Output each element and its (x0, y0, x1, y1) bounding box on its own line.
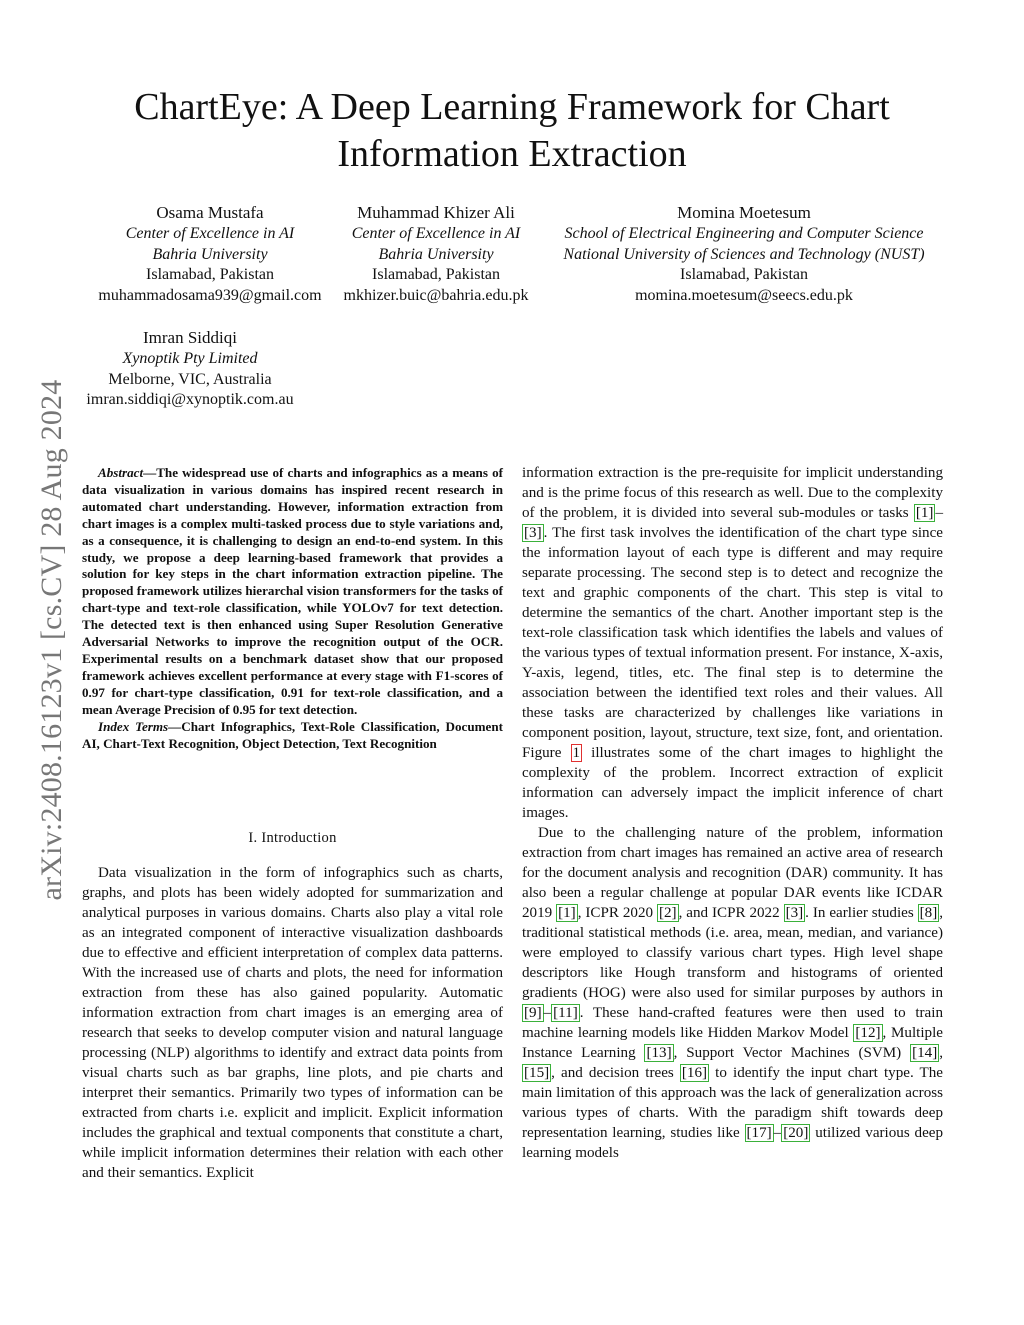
citation-link[interactable]: [13] (646, 1045, 672, 1061)
author-affiliation: School of Electrical Engineering and Computer Science (564, 225, 924, 242)
citation-link[interactable]: [3] (785, 905, 804, 921)
citation-link[interactable]: [16] (681, 1065, 708, 1081)
citation-link[interactable]: [12] (855, 1025, 881, 1041)
author-block-4 (70, 327, 310, 411)
author-location: Islamabad, Pakistan (680, 266, 808, 283)
abstract-text: —The widespread use of charts and infographics as a means of data visualization in various domains has inspired recent research in automated chart understanding. However, information extraction from chart images is a complex multi-tasked process due to style variations and, as a consequence, it is challenging to design an end-to-end system. In this study, we propose a deep learning-based framework that provides a solution for key steps in the chart information extraction pipeline. The proposed framework utilizes hierarchal vision transformers for the tasks of chart-type and text-role classification, while YOLOv7 for text detection. The detected text is then enhanced using Super Resolution Generative Adversarial Networks to improve the recognition output of the OCR. Experimental results on a benchmark dataset show that our proposed framework achieves excellent performance at every stage with F1-scores of 0.97 for chart-type classification, 0.91 for text-role classification, and a mean Average Precision of 0.95 for text detection. (82, 465, 503, 717)
title-line-2: Information Extraction (337, 133, 687, 175)
author-affiliation: Center of Excellence in AI (125, 225, 295, 242)
citation-link[interactable]: [8] (919, 905, 938, 921)
citation-link[interactable]: [14] (912, 1045, 938, 1061)
author-location: Islamabad, Pakistan (146, 266, 274, 283)
citation-link[interactable]: [20] (783, 1125, 809, 1141)
right-paragraph-2: Due to the challenging nature of the problem, information extraction from chart images has remained an active area of research for the document analysis and recognition (DAR) community. It has also been a regular challenge at popular DAR events like ICDAR 2019 [1] , ICPR 2020 [2] , and ICPR 2022 [3] . In earlier studies [8] , traditional statistical methods (i.e. area, mean, median, and variance) were employed to classify various chart types. High level shape descriptors like Hough transform and histograms of oriented gradients (HOG) were also used for similar purposes by authors in [9] – [11] . These hand-crafted features were then used to train machine learning models like Hidden Markov Model [12] , Multiple Instance Learning [13] , Support Vector Machines (SVM) [14] , [15] , and decision trees [16] to identify the input chart type. The main limitation of this approach was the lack of generalization across various types of charts. With the paradigm shift towards deep representation learning, studies like [17] – [20] utilized various deep learning models (522, 825, 944, 1161)
abstract-label: Abstract (98, 465, 144, 480)
abstract (82, 465, 503, 752)
title-line-1: ChartEye: A Deep Learning Framework for Chart (134, 86, 890, 128)
citation-link[interactable]: [9] (524, 1005, 542, 1021)
author-block-3 (538, 202, 950, 306)
section-heading: I. Introduction (248, 830, 337, 846)
author-affiliation: Center of Excellence in AI (351, 225, 521, 242)
author-block-2 (336, 202, 536, 306)
right-paragraph-1: information extraction is the pre-requisite for implicit understanding and is the prime focus of this research as well. Due to the complexity of the problem, it is divided into several sub-modules or tasks [1] –[3] . The first task involves the identification of the chart type since the information layout of each type is different and may require separate processing. The second step is to detect and recognize the text and graphic components of the chart. This step is vital to determine the semantics of the chart. Another important step is the text-role classification task which identifies the labels and values of the various types of textual information present. For instance, X-axis, Y-axis, legend, titles, etc. The final step is to determine the association between the identified text roles and their values. All these tasks are characterized by challenges like variations in component position, layout, structure, text size, font, and orientation. Figure 1 illustrates some of the chart images to highlight the complexity of the problem. Incorrect extraction of explicit information can adversely impact the implicit inference of chart images. (522, 465, 943, 821)
index-terms-label: Index Terms (98, 718, 169, 734)
author-affiliation: Bahria University (152, 245, 268, 263)
author-name: Imran Siddiqi (143, 328, 237, 347)
citation-link[interactable]: [17] (746, 1125, 772, 1141)
author-email: imran.siddiqi@xynoptik.com.au (86, 391, 294, 408)
author-email: momina.moetesum@seecs.edu.pk (635, 286, 853, 304)
author-affiliation: Xynoptik Pty Limited (122, 350, 258, 367)
index-terms-text: —Chart Infographics, Text-Role Classification, Document AI, Chart-Text Recognition, Object Detection, Text Recognition (82, 718, 503, 751)
paper-title (80, 84, 944, 178)
left-column (82, 863, 503, 1183)
author-affiliation: National University of Sciences and Technology (NUST) (563, 245, 925, 263)
author-location: Melborne, VIC, Australia (108, 370, 272, 388)
author-location: Islamabad, Pakistan (372, 266, 500, 283)
author-block-1 (84, 202, 336, 306)
citation-link[interactable]: [11] (553, 1005, 578, 1021)
citation-link[interactable]: [3] (524, 525, 542, 541)
author-name: Muhammad Khizer Ali (357, 203, 515, 222)
intro-paragraph: Data visualization in the form of infographics such as charts, graphs, and plots has been widely adopted for summarization and analytical purposes in various domains. Charts also play a vital role as an integrated component of interactive visualization dashboards due to effective and efficient interpretation of complex data patterns. With the increased use of charts and plots, the need for information extraction from these has also gained popularity. Automatic information extraction from chart images is an emerging area of research that seeks to develop computer vision and natural language processing (NLP) algorithms to identify and extract data points from visual charts such as bar graphs, line plots, and pie charts and interpret their semantics. Primarily two types of information can be extracted from charts i.e. explicit and implicit. Explicit information includes the graphical and textual components that constitute a chart, while implicit information determines their relation with each other and their semantics. Explicit (82, 865, 503, 1181)
citation-link[interactable]: [2] (658, 905, 677, 921)
author-name: Osama Mustafa (156, 203, 264, 222)
citation-link[interactable]: [1] (915, 505, 934, 521)
right-column (522, 463, 943, 1163)
figure-link[interactable]: 1 (572, 745, 581, 761)
author-email: muhammadosama939@gmail.com (98, 286, 322, 304)
author-affiliation: Bahria University (378, 245, 494, 263)
author-name: Momina Moetesum (677, 203, 811, 222)
citation-link[interactable]: [15] (524, 1065, 550, 1081)
author-email: mkhizer.buic@bahria.edu.pk (343, 286, 529, 304)
arxiv-identifier: arXiv:2408.16123v1 [cs.CV] 28 Aug 2024 (35, 379, 68, 901)
citation-link[interactable]: [1] (558, 905, 576, 921)
